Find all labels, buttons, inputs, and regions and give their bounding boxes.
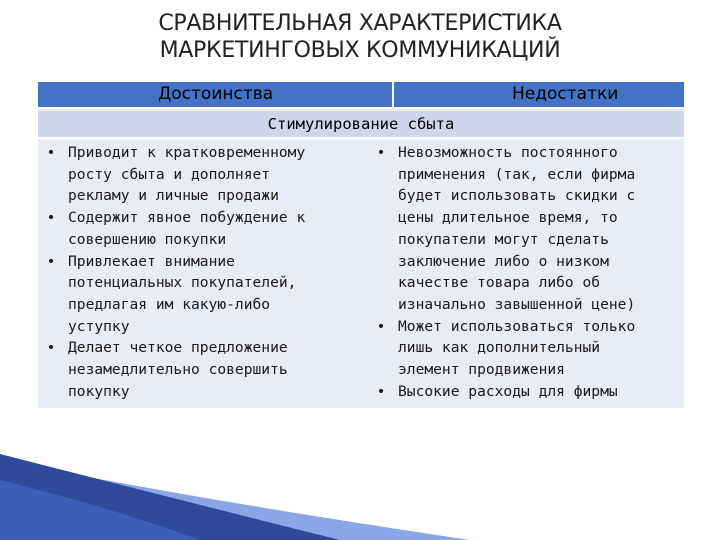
disadvantage-item: [368, 316, 684, 381]
advantage-item-line: потенциальных покупателей,: [68, 274, 297, 292]
disadvantage-item-line: Может использоваться только: [398, 317, 636, 335]
disadvantage-item: [368, 142, 684, 316]
slide-title-line-2: МАРКЕТИНГОВЫХ КОММУНИКАЦИЙ: [159, 38, 561, 63]
decorative-wave: [0, 440, 720, 540]
bullet-icon: •: [376, 382, 386, 400]
disadvantage-item-line: цены длительное время, то: [398, 209, 618, 227]
header-disadvantages: Недостатки: [394, 82, 684, 109]
advantage-item-line: Делает четкое предложение: [68, 339, 288, 357]
disadvantage-item-line: Высокие расходы для фирмы: [398, 382, 618, 400]
advantage-item: [38, 337, 368, 402]
advantage-item-line: совершению покупки: [68, 230, 227, 248]
disadvantage-item-line: изначально завышенной цене): [398, 295, 636, 313]
advantage-item-line: Привлекает внимание: [68, 252, 235, 270]
slide-title: [100, 10, 620, 64]
advantage-item-line: Содержит явное побуждение к: [68, 209, 306, 227]
advantages-list: [38, 142, 368, 402]
comparison-table: [38, 82, 684, 408]
advantage-item: [38, 142, 368, 207]
disadvantage-item: [368, 381, 684, 403]
disadvantages-list: [368, 142, 684, 402]
advantage-item-line: Приводит к кратковременному: [68, 144, 306, 161]
disadvantage-item-line: применения (так, если фирма: [398, 165, 636, 183]
disadvantage-item-line: элемент продвижения: [398, 361, 565, 379]
disadvantage-item-line: лишь как дополнительный: [398, 339, 601, 357]
advantage-item-line: незамедлительно совершить: [68, 361, 288, 379]
header-advantages: Достоинства: [38, 82, 394, 109]
bullet-icon: •: [46, 209, 56, 227]
advantage-item-line: предлагая им какую-либо: [68, 295, 271, 313]
slide-title-line-1: СРАВНИТЕЛЬНАЯ ХАРАКТЕРИСТИКА: [158, 11, 562, 36]
advantage-item-line: покупку: [68, 382, 130, 400]
bullet-icon: •: [46, 144, 56, 161]
disadvantage-item-line: покупатели могут сделать: [398, 230, 609, 248]
advantage-item-line: росту сбыта и дополняет: [68, 165, 271, 183]
bullet-icon: •: [46, 252, 56, 270]
section-header: Стимулирование сбыта: [38, 111, 684, 139]
advantage-item: [38, 207, 368, 250]
bullet-icon: •: [376, 317, 386, 335]
bullet-icon: •: [376, 144, 386, 161]
advantage-item-line: рекламу и личные продажи: [68, 187, 279, 205]
disadvantage-item-line: качестве товара либо об: [398, 274, 601, 292]
bullet-icon: •: [46, 339, 56, 357]
disadvantage-item-line: заключение либо о низком: [398, 252, 609, 270]
disadvantage-item-line: Невозможность постоянного: [398, 144, 618, 161]
advantage-item: [38, 251, 368, 338]
advantage-item-line: уступку: [68, 317, 130, 335]
disadvantage-item-line: будет использовать скидки с: [398, 187, 636, 205]
